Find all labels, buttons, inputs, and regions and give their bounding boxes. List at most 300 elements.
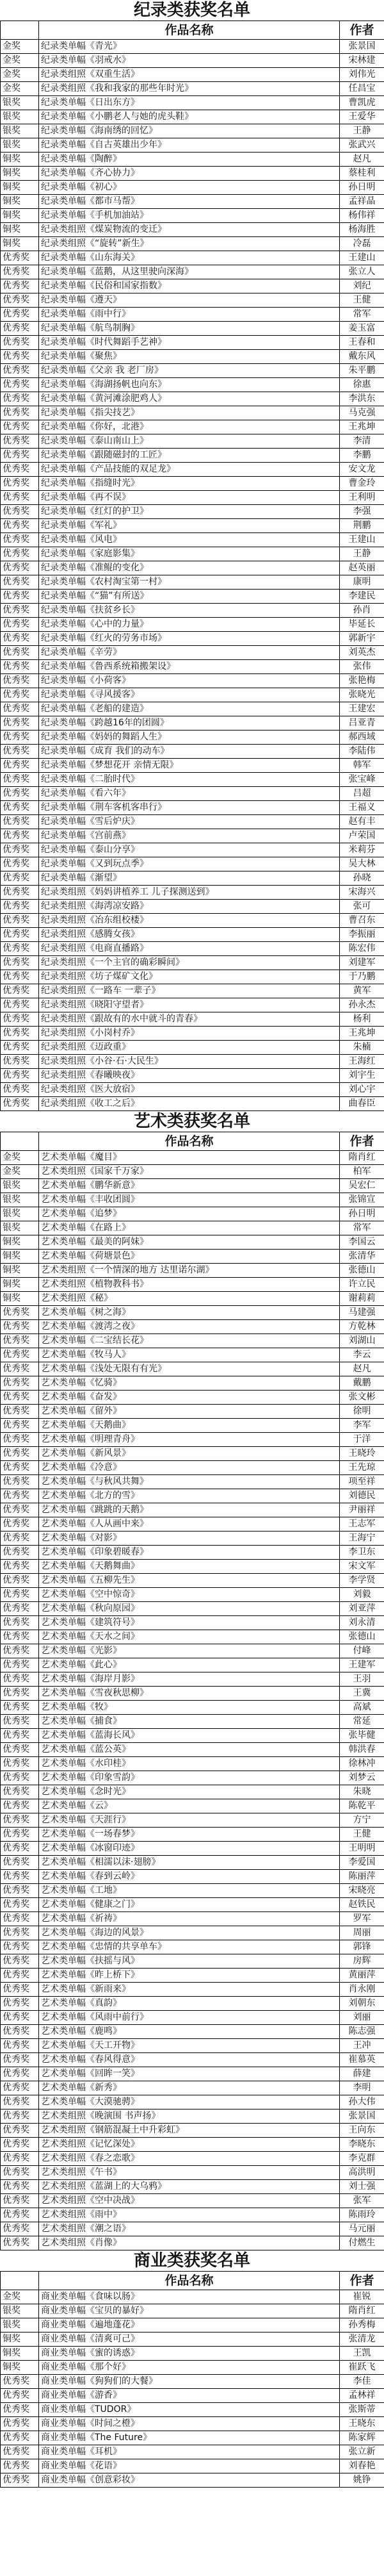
table-row bbox=[1, 998, 384, 1012]
work-title-cell: 艺术类单幅《冰窗印迹》 bbox=[39, 1842, 340, 1856]
author-cell: 王向东 bbox=[340, 2124, 384, 2138]
table-row bbox=[1, 2025, 384, 2039]
award-level-cell: 优秀奖 bbox=[1, 2138, 39, 2152]
award-level-cell: 优秀奖 bbox=[1, 1715, 39, 1729]
table-row bbox=[1, 2332, 384, 2347]
table-row bbox=[1, 801, 384, 815]
author-cell: 陈宏伟 bbox=[340, 942, 384, 956]
award-level-cell: 铜奖 bbox=[1, 2347, 39, 2361]
work-title-cell: 艺术类单幅《建筑符号》 bbox=[39, 1616, 340, 1630]
award-level-cell: 金奖 bbox=[1, 68, 39, 82]
award-level-cell: 金奖 bbox=[1, 1165, 39, 1179]
work-title-cell: 纪录类组照《海湾凉安路》 bbox=[39, 900, 340, 914]
work-title-cell: 纪录类组照《晓阳守望者》 bbox=[39, 998, 340, 1012]
table-row bbox=[1, 1250, 384, 1264]
work-title-cell: 商业类单幅《游香》 bbox=[39, 2389, 340, 2403]
work-title-cell: 艺术类单幅《在路上》 bbox=[39, 1221, 340, 1235]
table-row bbox=[1, 1546, 384, 1560]
table-row bbox=[1, 308, 384, 322]
work-title-cell: 纪录类单幅《老船的建造》 bbox=[39, 702, 340, 716]
award-section bbox=[0, 0, 384, 1111]
author-cell: 杨利 bbox=[340, 1012, 384, 1027]
author-cell: 张立人 bbox=[340, 265, 384, 279]
author-cell: 陈丽萍 bbox=[340, 1870, 384, 1884]
table-row bbox=[1, 1489, 384, 1503]
author-cell: 王静 bbox=[340, 547, 384, 561]
table-row bbox=[1, 251, 384, 265]
author-cell: 张毕健 bbox=[340, 1729, 384, 1743]
table-row bbox=[1, 1193, 384, 1207]
author-cell: 许立民 bbox=[340, 1278, 384, 1292]
award-level-cell: 铜奖 bbox=[1, 1235, 39, 1250]
table-row bbox=[1, 702, 384, 716]
work-title-cell: 商业类单幅《狗狗们的大餐》 bbox=[39, 2375, 340, 2389]
award-level-cell: 优秀奖 bbox=[1, 886, 39, 900]
table-row bbox=[1, 1041, 384, 1055]
table-row bbox=[1, 293, 384, 308]
table-row bbox=[1, 2417, 384, 2431]
award-level-cell: 优秀奖 bbox=[1, 1926, 39, 1940]
table-row bbox=[1, 1912, 384, 1926]
author-cell: 高洪明 bbox=[340, 2166, 384, 2180]
author-cell: 崔跃飞 bbox=[340, 2361, 384, 2375]
work-title-cell: 纪录类单幅《雪后炉庆》 bbox=[39, 815, 340, 829]
work-title-cell: 商业类单幅《时间之橙》 bbox=[39, 2417, 340, 2431]
work-title-cell: 艺术类单幅《扶摇与风》 bbox=[39, 1954, 340, 1969]
author-cell: 李晓东 bbox=[340, 2138, 384, 2152]
table-row bbox=[1, 2011, 384, 2025]
table-row bbox=[1, 1785, 384, 1799]
table-row bbox=[1, 1292, 384, 1306]
award-level-cell: 优秀奖 bbox=[1, 2180, 39, 2194]
award-level-cell: 优秀奖 bbox=[1, 1362, 39, 1376]
table-row bbox=[1, 604, 384, 618]
award-level-cell: 优秀奖 bbox=[1, 1630, 39, 1644]
table-row bbox=[1, 1884, 384, 1898]
table-row bbox=[1, 463, 384, 477]
table-row bbox=[1, 96, 384, 110]
table-row bbox=[1, 406, 384, 420]
work-title-cell: 纪录类单幅《手机加油站》 bbox=[39, 209, 340, 223]
award-level-cell: 优秀奖 bbox=[1, 533, 39, 547]
author-cell: 张武兴 bbox=[340, 138, 384, 153]
work-title-cell: 艺术类单幅《风雨中前行》 bbox=[39, 2011, 340, 2025]
table-row bbox=[1, 336, 384, 350]
work-title-cell: 商业类单幅《TUDOR》 bbox=[39, 2403, 340, 2417]
table-row bbox=[1, 2459, 384, 2473]
work-title-cell: 纪录类单幅《初心》 bbox=[39, 181, 340, 195]
author-cell: 刘湖山 bbox=[340, 1334, 384, 1348]
award-level-cell: 铜奖 bbox=[1, 2361, 39, 2375]
table-row bbox=[1, 1306, 384, 1320]
author-cell: 王志军 bbox=[340, 1517, 384, 1532]
award-level-cell: 优秀奖 bbox=[1, 998, 39, 1012]
author-cell: 方宁 bbox=[340, 1813, 384, 1828]
author-cell: 于洋 bbox=[340, 1433, 384, 1447]
table-row bbox=[1, 223, 384, 237]
work-title-cell: 艺术类单幅《空中惊奇》 bbox=[39, 1588, 340, 1602]
award-level-cell: 优秀奖 bbox=[1, 2194, 39, 2208]
award-level-cell: 铜奖 bbox=[1, 153, 39, 167]
work-title-cell: 纪录类组照《双重生活》 bbox=[39, 68, 340, 82]
award-level-cell: 优秀奖 bbox=[1, 702, 39, 716]
award-level-cell: 优秀奖 bbox=[1, 674, 39, 688]
table-row bbox=[1, 2304, 384, 2318]
work-title-cell: 纪录类组照《冶东组校楼》 bbox=[39, 914, 340, 928]
table-row bbox=[1, 815, 384, 829]
author-cell: 张景国 bbox=[340, 40, 384, 54]
award-level-cell: 银奖 bbox=[1, 1221, 39, 1235]
table-row bbox=[1, 2053, 384, 2067]
author-cell: 李卫东 bbox=[340, 1546, 384, 1560]
author-cell: 付峰 bbox=[340, 1644, 384, 1658]
award-level-cell: 优秀奖 bbox=[1, 1012, 39, 1027]
author-cell: 谢莉莉 bbox=[340, 1292, 384, 1306]
work-title-cell: 艺术类单幅《真韵》 bbox=[39, 1997, 340, 2011]
award-level-cell: 优秀奖 bbox=[1, 1027, 39, 1041]
award-level-cell: 优秀奖 bbox=[1, 1475, 39, 1489]
author-cell: 王福义 bbox=[340, 801, 384, 815]
table-row bbox=[1, 1433, 384, 1447]
award-level-cell: 优秀奖 bbox=[1, 1983, 39, 1997]
award-level-cell: 优秀奖 bbox=[1, 1884, 39, 1898]
table-row bbox=[1, 1179, 384, 1193]
table-row bbox=[1, 660, 384, 674]
table-row bbox=[1, 1362, 384, 1376]
author-cell: 毕延长 bbox=[340, 618, 384, 632]
award-level-cell: 铜奖 bbox=[1, 1250, 39, 1264]
table-row bbox=[1, 1264, 384, 1278]
work-title-cell: 艺术类单幅《春到云岭》 bbox=[39, 1870, 340, 1884]
award-level-cell: 优秀奖 bbox=[1, 406, 39, 420]
table-row bbox=[1, 575, 384, 590]
award-level-cell: 优秀奖 bbox=[1, 547, 39, 561]
table-row bbox=[1, 1320, 384, 1334]
work-title-cell: 纪录类单幅《你好，北港》 bbox=[39, 420, 340, 434]
award-level-cell: 优秀奖 bbox=[1, 2431, 39, 2445]
table-row bbox=[1, 40, 384, 54]
table-row bbox=[1, 434, 384, 449]
award-level-cell: 优秀奖 bbox=[1, 1574, 39, 1588]
award-level-cell: 优秀奖 bbox=[1, 477, 39, 491]
author-cell: 王先琼 bbox=[340, 1461, 384, 1475]
author-cell: 王冀 bbox=[340, 1687, 384, 1701]
work-title-cell: 纪录类单幅《自古英雄出少年》 bbox=[39, 138, 340, 153]
work-title-cell: 艺术类单幅《树之海》 bbox=[39, 1306, 340, 1320]
table-row bbox=[1, 688, 384, 702]
work-title-cell: 商业类单幅《遍地蓬花》 bbox=[39, 2318, 340, 2332]
work-title-cell: 纪录类单幅《小荷客》 bbox=[39, 674, 340, 688]
header-award-level bbox=[1, 2272, 39, 2290]
award-level-cell: 优秀奖 bbox=[1, 378, 39, 392]
award-level-cell: 优秀奖 bbox=[1, 1069, 39, 1083]
work-title-cell: 商业类单幅《清爽可己》 bbox=[39, 2332, 340, 2347]
author-cell: 刘梦云 bbox=[340, 1771, 384, 1785]
table-row bbox=[1, 519, 384, 533]
work-title-cell: 纪录类组照《感腾女孩》 bbox=[39, 928, 340, 942]
award-level-cell: 优秀奖 bbox=[1, 420, 39, 434]
author-cell: 曹金玲 bbox=[340, 477, 384, 491]
award-level-cell: 优秀奖 bbox=[1, 1616, 39, 1630]
table-row bbox=[1, 1574, 384, 1588]
work-title-cell: 艺术类单幅《大漠驰骋》 bbox=[39, 2095, 340, 2110]
author-cell: 孙秀梅 bbox=[340, 2318, 384, 2332]
award-level-cell: 优秀奖 bbox=[1, 1940, 39, 1954]
author-cell: 刘春艳 bbox=[340, 2459, 384, 2473]
author-cell: 黄丽萍 bbox=[340, 1969, 384, 1983]
work-title-cell: 艺术类组照《春之恋歌》 bbox=[39, 2152, 340, 2166]
award-level-cell: 优秀奖 bbox=[1, 1320, 39, 1334]
table-row bbox=[1, 1729, 384, 1743]
table-row bbox=[1, 2222, 384, 2236]
award-level-cell: 铜奖 bbox=[1, 223, 39, 237]
work-title-cell: 艺术类单幅《捕食》 bbox=[39, 1715, 340, 1729]
work-title-cell: 纪录类单幅《小鹏老人与她的虎头鞋》 bbox=[39, 110, 340, 124]
header-work-title: 作品名称 bbox=[39, 1132, 340, 1151]
work-title-cell: 商业类单幅《The Future》 bbox=[39, 2431, 340, 2445]
author-cell: 吴宏仁 bbox=[340, 1179, 384, 1193]
author-cell: 王春和 bbox=[340, 336, 384, 350]
work-title-cell: 艺术类单幅《对影》 bbox=[39, 1532, 340, 1546]
work-title-cell: 纪录类单幅《宫前燕》 bbox=[39, 829, 340, 843]
table-row bbox=[1, 646, 384, 660]
award-level-cell: 优秀奖 bbox=[1, 2011, 39, 2025]
author-cell: 刘伟光 bbox=[340, 68, 384, 82]
work-title-cell: 艺术类单幅《五柳先生》 bbox=[39, 1574, 340, 1588]
award-level-cell: 铜奖 bbox=[1, 1292, 39, 1306]
author-cell: 高斌 bbox=[340, 1701, 384, 1715]
author-cell: 付燃生 bbox=[340, 2236, 384, 2250]
author-cell: 孙日明 bbox=[340, 1207, 384, 1221]
table-row bbox=[1, 1055, 384, 1069]
award-level-cell: 优秀奖 bbox=[1, 2110, 39, 2124]
work-title-cell: 纪录类组照《煤炭物流的变迁》 bbox=[39, 223, 340, 237]
award-level-cell: 优秀奖 bbox=[1, 2081, 39, 2095]
award-level-cell: 优秀奖 bbox=[1, 2375, 39, 2389]
work-title-cell: 纪录类单幅《青光》 bbox=[39, 40, 340, 54]
table-row bbox=[1, 491, 384, 505]
work-title-cell: 纪录类单幅《再不误》 bbox=[39, 491, 340, 505]
award-level-cell: 铜奖 bbox=[1, 237, 39, 251]
work-title-cell: 艺术类组照《植物教科书》 bbox=[39, 1278, 340, 1292]
work-title-cell: 纪录类单幅《日出东方》 bbox=[39, 96, 340, 110]
work-title-cell: 纪录类单幅《荆车客机客串行》 bbox=[39, 801, 340, 815]
award-level-cell: 铜奖 bbox=[1, 1278, 39, 1292]
work-title-cell: 纪录类单幅《军礼》 bbox=[39, 519, 340, 533]
table-row bbox=[1, 1997, 384, 2011]
author-cell: 李爱国 bbox=[340, 1856, 384, 1870]
work-title-cell: 纪录类组照《小谷·石·大民生》 bbox=[39, 1055, 340, 1069]
work-title-cell: 艺术类单幅《人从画中来》 bbox=[39, 1517, 340, 1532]
author-cell: 李云 bbox=[340, 1348, 384, 1362]
table-row bbox=[1, 2236, 384, 2250]
table-row bbox=[1, 2403, 384, 2417]
work-title-cell: 艺术类单幅《浅处无限有有光》 bbox=[39, 1362, 340, 1376]
award-table bbox=[0, 21, 384, 1111]
award-level-cell: 金奖 bbox=[1, 40, 39, 54]
table-row bbox=[1, 1027, 384, 1041]
table-row bbox=[1, 1616, 384, 1630]
award-level-cell: 优秀奖 bbox=[1, 928, 39, 942]
award-level-cell: 优秀奖 bbox=[1, 900, 39, 914]
author-cell: 周丽 bbox=[340, 1926, 384, 1940]
header-author: 作者 bbox=[340, 21, 384, 40]
table-row bbox=[1, 1842, 384, 1856]
work-title-cell: 艺术类单幅《明理青舟》 bbox=[39, 1433, 340, 1447]
author-cell: 郭新宇 bbox=[340, 632, 384, 646]
table-row bbox=[1, 2110, 384, 2124]
award-level-cell: 优秀奖 bbox=[1, 843, 39, 857]
author-cell: 张伟 bbox=[340, 660, 384, 674]
award-level-cell: 银奖 bbox=[1, 96, 39, 110]
award-level-cell: 优秀奖 bbox=[1, 857, 39, 871]
award-level-cell: 优秀奖 bbox=[1, 561, 39, 575]
author-cell: 任昌宝 bbox=[340, 82, 384, 96]
author-cell: 常军 bbox=[340, 308, 384, 322]
table-row bbox=[1, 1658, 384, 1672]
award-level-cell: 优秀奖 bbox=[1, 1969, 39, 1983]
award-level-cell: 优秀奖 bbox=[1, 2445, 39, 2459]
table-row bbox=[1, 1828, 384, 1842]
award-level-cell: 优秀奖 bbox=[1, 2208, 39, 2222]
award-level-cell: 铜奖 bbox=[1, 1264, 39, 1278]
author-cell: 李陆伟 bbox=[340, 745, 384, 759]
table-row bbox=[1, 505, 384, 519]
work-title-cell: 艺术类组照《潮之语》 bbox=[39, 2222, 340, 2236]
table-row bbox=[1, 2180, 384, 2194]
author-cell: 杨海胜 bbox=[340, 223, 384, 237]
award-level-cell: 优秀奖 bbox=[1, 2389, 39, 2403]
author-cell: 姜玉富 bbox=[340, 322, 384, 336]
author-cell: 王静 bbox=[340, 124, 384, 138]
award-level-cell: 优秀奖 bbox=[1, 1489, 39, 1503]
award-level-cell: 优秀奖 bbox=[1, 1532, 39, 1546]
award-level-cell: 优秀奖 bbox=[1, 1602, 39, 1616]
work-title-cell: 艺术类单幅《蓝海长风》 bbox=[39, 1729, 340, 1743]
award-level-cell: 优秀奖 bbox=[1, 2473, 39, 2488]
award-level-cell: 优秀奖 bbox=[1, 1083, 39, 1097]
table-row bbox=[1, 265, 384, 279]
author-cell: 戴东风 bbox=[340, 350, 384, 364]
award-level-cell: 优秀奖 bbox=[1, 2403, 39, 2417]
table-row bbox=[1, 1715, 384, 1729]
award-level-cell: 优秀奖 bbox=[1, 1828, 39, 1842]
work-title-cell: 艺术类组照《空中决战》 bbox=[39, 2194, 340, 2208]
section-title: 商业类获奖名单 bbox=[133, 2251, 250, 2270]
table-row bbox=[1, 279, 384, 293]
table-row bbox=[1, 731, 384, 745]
award-level-cell: 优秀奖 bbox=[1, 2166, 39, 2180]
award-level-cell: 优秀奖 bbox=[1, 970, 39, 984]
table-row bbox=[1, 773, 384, 787]
work-title-cell: 艺术类单幅《一场春梦》 bbox=[39, 1828, 340, 1842]
table-row bbox=[1, 1856, 384, 1870]
work-title-cell: 纪录类单幅《山东海关》 bbox=[39, 251, 340, 265]
work-title-cell: 纪录类组照《春曦映夜》 bbox=[39, 1069, 340, 1083]
award-level-cell: 银奖 bbox=[1, 1193, 39, 1207]
work-title-cell: 纪录类单幅《遵天》 bbox=[39, 293, 340, 308]
table-row bbox=[1, 2166, 384, 2180]
work-title-cell: 艺术类单幅《鹿鸣》 bbox=[39, 2025, 340, 2039]
table-row bbox=[1, 1940, 384, 1954]
work-title-cell: 艺术类单幅《印象碧暖春》 bbox=[39, 1546, 340, 1560]
author-cell: 张宝峰 bbox=[340, 773, 384, 787]
award-level-cell: 优秀奖 bbox=[1, 1560, 39, 1574]
work-title-cell: 艺术类单幅《印象雪韵》 bbox=[39, 1771, 340, 1785]
work-title-cell: 纪录类单幅《蓝鹅，从这里驶向深海》 bbox=[39, 265, 340, 279]
award-level-cell: 优秀奖 bbox=[1, 1055, 39, 1069]
table-row bbox=[1, 1954, 384, 1969]
work-title-cell: 艺术类单幅《水印桂》 bbox=[39, 1757, 340, 1771]
table-row bbox=[1, 1278, 384, 1292]
table-row bbox=[1, 745, 384, 759]
table-row bbox=[1, 2445, 384, 2459]
work-title-cell: 纪录类单幅《雨中行》 bbox=[39, 308, 340, 322]
award-level-cell: 铜奖 bbox=[1, 209, 39, 223]
table-row bbox=[1, 1969, 384, 1983]
award-level-cell: 优秀奖 bbox=[1, 1856, 39, 1870]
award-level-cell: 优秀奖 bbox=[1, 1334, 39, 1348]
table-row bbox=[1, 1743, 384, 1757]
author-cell: 曹凯虎 bbox=[340, 96, 384, 110]
author-cell: 刘亚萍 bbox=[340, 1602, 384, 1616]
author-cell: 马建强 bbox=[340, 1306, 384, 1320]
award-level-cell: 银奖 bbox=[1, 1179, 39, 1193]
table-row bbox=[1, 2138, 384, 2152]
award-level-cell: 优秀奖 bbox=[1, 1097, 39, 1111]
table-row bbox=[1, 449, 384, 463]
author-cell: 吕超 bbox=[340, 787, 384, 801]
work-title-cell: 艺术类单幅《天鹅舞曲》 bbox=[39, 1560, 340, 1574]
table-row bbox=[1, 1151, 384, 1165]
award-level-cell: 铜奖 bbox=[1, 195, 39, 209]
table-row bbox=[1, 886, 384, 900]
table-row bbox=[1, 787, 384, 801]
table-row bbox=[1, 1701, 384, 1715]
table-row bbox=[1, 477, 384, 491]
author-cell: 赵铁民 bbox=[340, 1898, 384, 1912]
work-title-cell: 纪录类单幅《二胎时代》 bbox=[39, 773, 340, 787]
work-title-cell: 艺术类单幅《北方的雪》 bbox=[39, 1489, 340, 1503]
header-award-level bbox=[1, 21, 39, 40]
table-row bbox=[1, 1083, 384, 1097]
award-level-cell: 银奖 bbox=[1, 138, 39, 153]
award-level-cell: 优秀奖 bbox=[1, 1687, 39, 1701]
table-row bbox=[1, 759, 384, 773]
work-title-cell: 纪录类单幅《海南绣的回忆》 bbox=[39, 124, 340, 138]
award-level-cell: 优秀奖 bbox=[1, 815, 39, 829]
award-level-cell: 优秀奖 bbox=[1, 364, 39, 378]
work-title-cell: 纪录类单幅《成育 我们的动车》 bbox=[39, 745, 340, 759]
award-level-cell: 优秀奖 bbox=[1, 956, 39, 970]
table-row bbox=[1, 1687, 384, 1701]
work-title-cell: 艺术类单幅《丰收团圆》 bbox=[39, 1193, 340, 1207]
work-title-cell: 艺术类单幅《魔目》 bbox=[39, 1151, 340, 1165]
work-title-cell: 纪录类组照《一路车 一辈子》 bbox=[39, 984, 340, 998]
award-level-cell: 优秀奖 bbox=[1, 604, 39, 618]
table-row bbox=[1, 2290, 384, 2304]
work-title-cell: 纪录类单幅《聚焦》 bbox=[39, 350, 340, 364]
author-cell: 王建军 bbox=[340, 1658, 384, 1672]
table-row bbox=[1, 82, 384, 96]
award-level-cell: 铜奖 bbox=[1, 2332, 39, 2347]
work-title-cell: 纪录类单幅《鲁西系统箱搬架设》 bbox=[39, 660, 340, 674]
table-row bbox=[1, 871, 384, 886]
author-cell: 宋晓亮 bbox=[340, 1884, 384, 1898]
work-title-cell: 艺术类组照《国家千万家》 bbox=[39, 1165, 340, 1179]
work-title-cell: 艺术类单幅《留外》 bbox=[39, 1405, 340, 1419]
work-title-cell: 纪录类单幅《红火的劳务市场》 bbox=[39, 632, 340, 646]
